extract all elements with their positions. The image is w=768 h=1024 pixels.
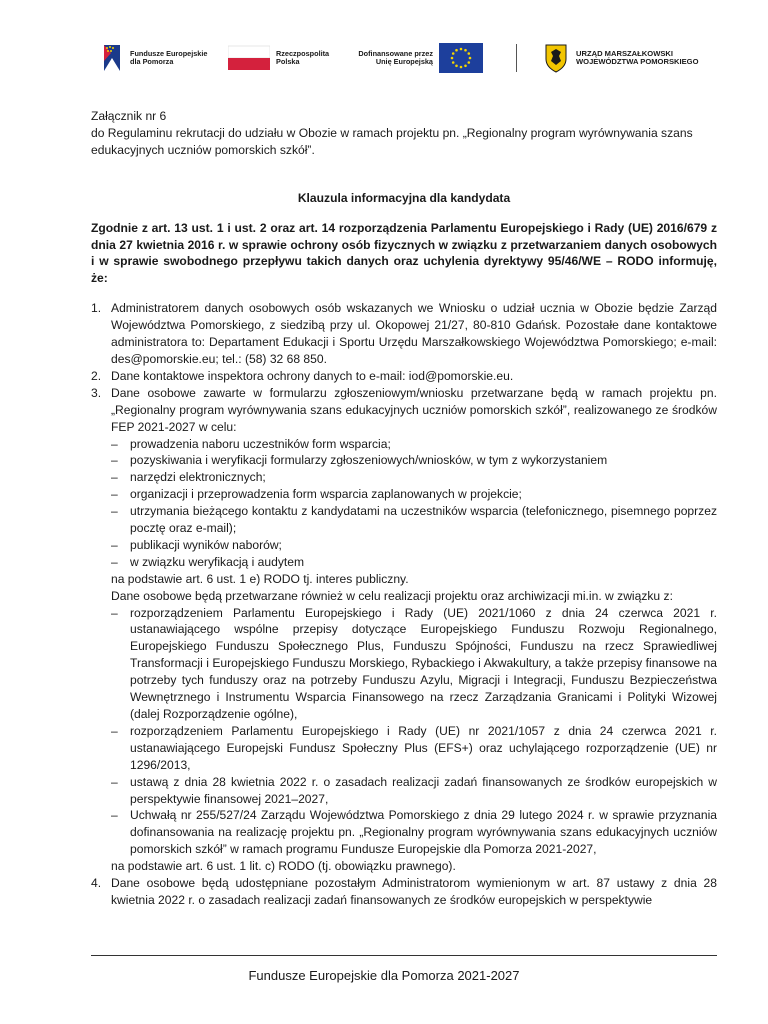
purpose-item: – pozyskiwania i weryfikacji formularzy zgłoszeniowych/wniosków, w tym z wykorzystaniem — [111, 453, 608, 468]
um-logo — [544, 38, 726, 78]
archiving-paragraph: Dane osobowe będą przetwarzane również w celu realizacji projektu oraz archiwizacji mi.in. w związku z: — [111, 588, 673, 603]
purpose-item: – utrzymania bieżącego kontaktu z kandydatami na uczestników wsparcia (telefonicznego, pisemnego poprzez pocztę oraz e-mail); — [111, 504, 717, 536]
fe-logo-text: Fundusze Europejskie dla Pomorza — [130, 48, 208, 66]
list-item-text: Dane kontaktowe inspektora ochrony danych to e-mail: iod@pomorskie.eu. — [111, 368, 514, 383]
list-item-text: Administratorem danych osobowych osób wskazanych we Wniosku o udział ucznia w Obozie będzie Zarząd Województwa Pomorskiego, z siedzibą przy ul. Okopowej 21/27, 80-810 Gdańsk. Pozostałe dane kontaktowe administratora to: Departament Edukacji i Sportu Urzędu Marszałkowskiego Województwa Pomorskiego; e-mail: des@pomorskie.eu; tel.: (58) 32 68 850. — [111, 301, 717, 366]
footer-divider — [91, 955, 717, 956]
annex-label: Załącznik nr 6 — [91, 109, 167, 123]
purpose-item: – organizacji i przeprowadzenia form wsparcia zaplanowanych w projekcie; — [111, 487, 522, 502]
regulation-item: – rozporządzeniem Parlamentu Europejskiego i Rady (UE) 2021/1060 z dnia 24 czerwca 2021 r. ustanawiającego wspólne przepisy dotyczące Europejskiego Funduszu Rozwoju Regionalnego, Europejskiego Funduszu Społecznego Plus, Funduszu Spójności, Funduszu na rzecz Sprawiedliwej Transformacji i Europejskiego Funduszu Morskiego, Rybackiego i Akwakultury, a także przepisy finansowe na potrzeby tych funduszy oraz na potrzeby Funduszu Azylu, Migracji i Integracji, Funduszu Bezpieczeństwa Wewnętrznego i Instrumentu Wsparcia Finansowego na rzecz Zarządzania Granicami i Polityki Wizowej (dalej Rozporządzenie ogólne), — [111, 605, 717, 721]
purpose-list — [111, 436, 717, 571]
footer-text: Fundusze Europejskie dla Pomorza 2021-2027 — [248, 968, 520, 983]
page-title: Klauzula informacyjna dla kandydata — [297, 190, 511, 205]
list-item-number: 4. — [91, 876, 102, 891]
eu-flag-icon — [439, 43, 483, 73]
purpose-item: – publikacji wyników naborów; — [111, 537, 282, 552]
pomorskie-crest-icon — [544, 43, 568, 73]
list-item-text: Dane osobowe zawarte w formularzu zgłoszeniowym/wniosku przetwarzane będą w ramach projektu pn. „Regionalny program wyrównywania szans edukacyjnych uczniów pomorskich szkół”, realizowanego ze środków FEP 2021-2027 w celu: — [111, 385, 717, 434]
list-item — [91, 875, 717, 909]
legal-basis-public-interest: na podstawie art. 6 ust. 1 e) RODO tj. interes publiczny. — [111, 571, 409, 586]
list-item-number: 1. — [91, 301, 102, 316]
eu-logo — [355, 38, 483, 78]
list-item-text: Dane osobowe będą udostępniane pozostałym Administratorom wymienionym w art. 87 ustawy z dnia 28 kwietnia 2022 r. o zasadach realizacji zadań finansowanych ze środków europejskich w perspektywie — [111, 876, 717, 907]
regulation-item: – Uchwałą nr 255/527/24 Zarządu Województwa Pomorskiego z dnia 29 lutego 2024 r. w sprawie przyznania dofinansowania na realizację projektu pn. „Regionalny program wyrównywania szans edukacyjnych uczniów pomorskich szkół” w ramach programu Fundusze Europejskie dla Pomorza 2021-2027, — [111, 808, 717, 857]
annex-reference: do Regulaminu rekrutacji do udziału w Obozie w ramach projektu pn. „Regionalny program wyrównywania szans edukacyjnych uczniów pomorskich szkół”. — [91, 125, 693, 157]
purpose-item: – w związku weryfikacją i audytem — [111, 554, 305, 569]
legal-intro: Zgodnie z art. 13 ust. 1 i ust. 2 oraz art. 14 rozporządzenia Parlamentu Europejskiego i Rady (UE) 2016/679 z dnia 27 kwietnia 2016 r. w sprawie ochrony osób fizycznych w związku z przetwarzaniem danych osobowych i w sprawie swobodnego przepływu takich danych oraz uchylenia dyrektywy 95/46/WE – RODO informuję, że: — [91, 220, 717, 286]
logo-divider — [516, 44, 517, 72]
rp-logo — [228, 38, 336, 78]
list-item-number: 2. — [91, 368, 102, 383]
header-logo-bar — [100, 38, 710, 78]
regulation-list — [111, 605, 717, 859]
fe-logo — [100, 38, 216, 78]
regulation-item: – rozporządzeniem Parlamentu Europejskiego i Rady (UE) nr 2021/1057 z dnia 24 czerwca 2021 r. ustanawiającego Europejski Fundusz Społeczny Plus (EFS+) oraz uchylającego rozporządzenie (UE) nr 1296/2013, — [111, 723, 717, 772]
list-item — [91, 385, 717, 875]
list-item — [91, 368, 717, 385]
clause-list — [91, 300, 717, 909]
eu-logo-text: Dofinansowane przez Unię Europejską — [358, 48, 433, 66]
list-item-number: 3. — [91, 385, 102, 400]
regulation-item: – ustawą z dnia 28 kwietnia 2022 r. o zasadach realizacji zadań finansowanych ze środków europejskich w perspektywie finansowej 2021–2027, — [111, 774, 717, 806]
rp-logo-text: Rzeczpospolita Polska — [276, 48, 330, 66]
fe-emblem-icon — [100, 42, 124, 74]
purpose-item: – narzędzi elektronicznych; — [111, 470, 266, 485]
legal-basis-obligation: na podstawie art. 6 ust. 1 lit. c) RODO (tj. obowiązku prawnego). — [111, 859, 456, 874]
list-item — [91, 300, 717, 368]
polish-flag-icon — [228, 44, 270, 72]
purpose-item: – prowadzenia naboru uczestników form wsparcia; — [111, 436, 391, 451]
um-logo-text: URZĄD MARSZAŁKOWSKI WOJEWÓDZTWA POMORSKIEGO — [576, 48, 699, 66]
document-body — [91, 108, 717, 909]
